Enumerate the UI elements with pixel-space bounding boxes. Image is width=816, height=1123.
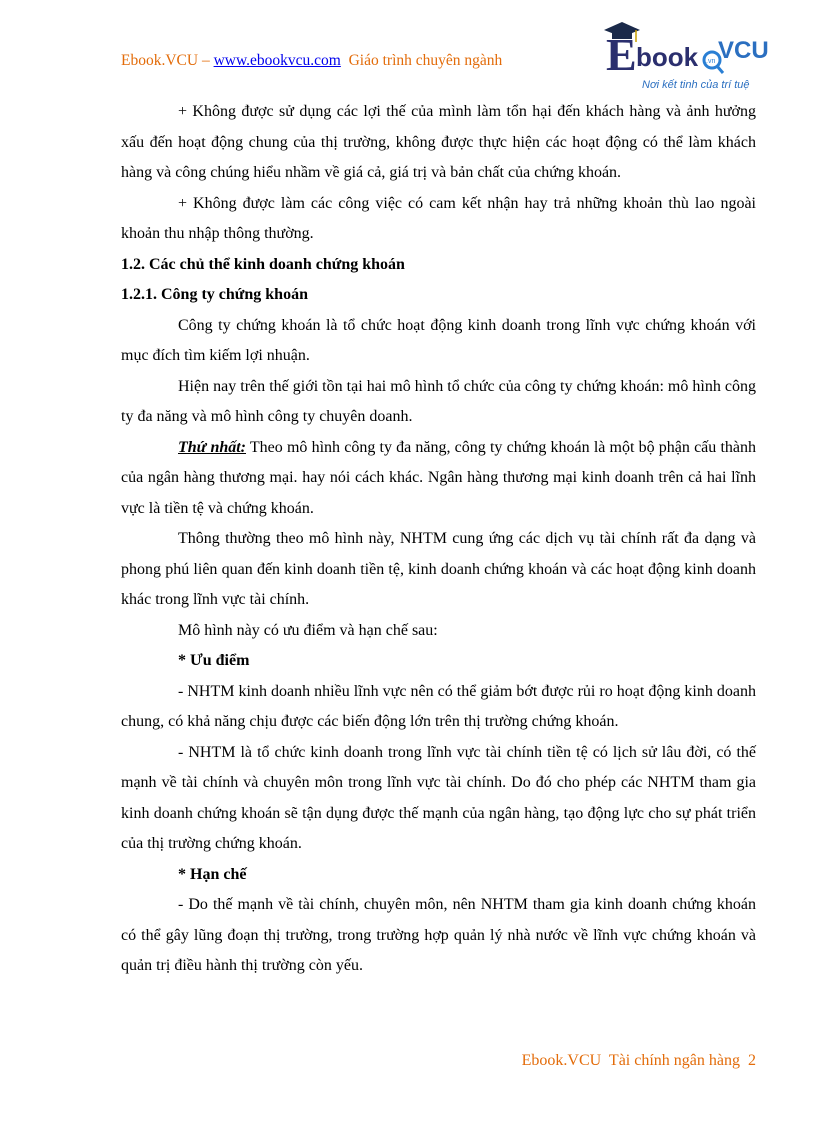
limitations-heading: * Hạn chế: [178, 865, 247, 883]
subsection-heading: 1.2.1. Công ty chứng khoán: [121, 286, 308, 303]
paragraph: + Không được sử dụng các lợi thế của mình làm tổn hại đến khách hàng và ảnh hưởng xấu đến hoạt động chung của thị trường, không được thực hiện các hoạt động có thể làm khách hàng và công chúng hiểu nhầm về giá cả, giá trị và bản chất của chứng khoán.: [121, 103, 756, 181]
header-subtitle: Giáo trình chuyên ngành: [348, 52, 503, 69]
paragraph: Hiện nay trên thế giới tồn tại hai mô hình tổ chức của công ty chứng khoán: mô hình công ty đa năng và mô hình công ty chuyên doanh.: [121, 377, 756, 425]
logo-tagline: Nơi kết tinh của trí tuệ: [642, 79, 750, 91]
paragraph: - NHTM là tổ chức kinh doanh trong lĩnh vực tài chính tiền tệ có lịch sử lâu đời, có thế mạnh về tài chính và chuyên môn trong lĩnh vực tài chính. Do đó cho phép các NHTM tham gia kinh doanh chứng khoán sẽ tận dụng được thế mạnh của ngân hàng, tạo động lực cho sự phát triển của thị trường chứng khoán.: [121, 743, 756, 852]
paragraph: Thông thường theo mô hình này, NHTM cung ứng các dịch vụ tài chính rất đa dạng và phong phú liên quan đến kinh doanh tiền tệ, kinh doanh chứng khoán và các hoạt động kinh doanh khác trong lĩnh vực tài chính.: [121, 530, 756, 608]
ebook-vcu-logo: [600, 20, 772, 96]
header-link[interactable]: www.ebookvcu.com: [213, 52, 341, 69]
logo-wordmark-vcu: VCU: [718, 37, 769, 64]
page-header: [121, 52, 502, 70]
logo-wordmark-book: book: [636, 42, 699, 72]
logo-wordmark-e: E: [606, 29, 637, 80]
footer-text: Ebook.VCU Tài chính ngân hàng: [521, 1052, 740, 1069]
page-number: 2: [748, 1052, 756, 1069]
paragraph: - NHTM kinh doanh nhiều lĩnh vực nên có thể giảm bớt được rủi ro hoạt động kinh doanh chung, có khả năng chịu được các biến động lớn trên thị trường chứng khoán.: [121, 682, 756, 730]
paragraph: - Do thế mạnh về tài chính, chuyên môn, nên NHTM tham gia kinh doanh chứng khoán có thể gây lũng đoạn thị trường, trong trường hợp quản lý nhà nước về lĩnh vực chứng khoán và quản trị điều hành thị trường còn yếu.: [121, 896, 756, 974]
page-content: [121, 97, 756, 982]
logo-dotvn: .vn: [706, 58, 716, 65]
page-footer: [522, 1052, 756, 1070]
header-brand: Ebook.VCU: [121, 52, 199, 69]
paragraph: Công ty chứng khoán là tổ chức hoạt động kinh doanh trong lĩnh vực chứng khoán với mục đích tìm kiếm lợi nhuận.: [121, 316, 756, 364]
paragraph: [121, 433, 756, 525]
paragraph: Mô hình này có ưu điểm và hạn chế sau:: [178, 621, 438, 639]
paragraph: + Không được làm các công việc có cam kết nhận hay trả những khoản thù lao ngoài khoản thu nhập thông thường.: [121, 194, 756, 242]
advantages-heading: * Ưu điểm: [178, 652, 250, 669]
paragraph-text: Theo mô hình công ty đa năng, công ty chứng khoán là một bộ phận cấu thành của ngân hàng thương mại. hay nói cách khác. Ngân hàng thương mại kinh doanh trên cả hai lĩnh vực là tiền tệ và chứng khoán.: [121, 438, 757, 517]
section-heading: 1.2. Các chủ thể kinh doanh chứng khoán: [121, 255, 405, 273]
header-dash: –: [198, 52, 214, 69]
paragraph-lead: Thứ nhất:: [178, 438, 247, 456]
